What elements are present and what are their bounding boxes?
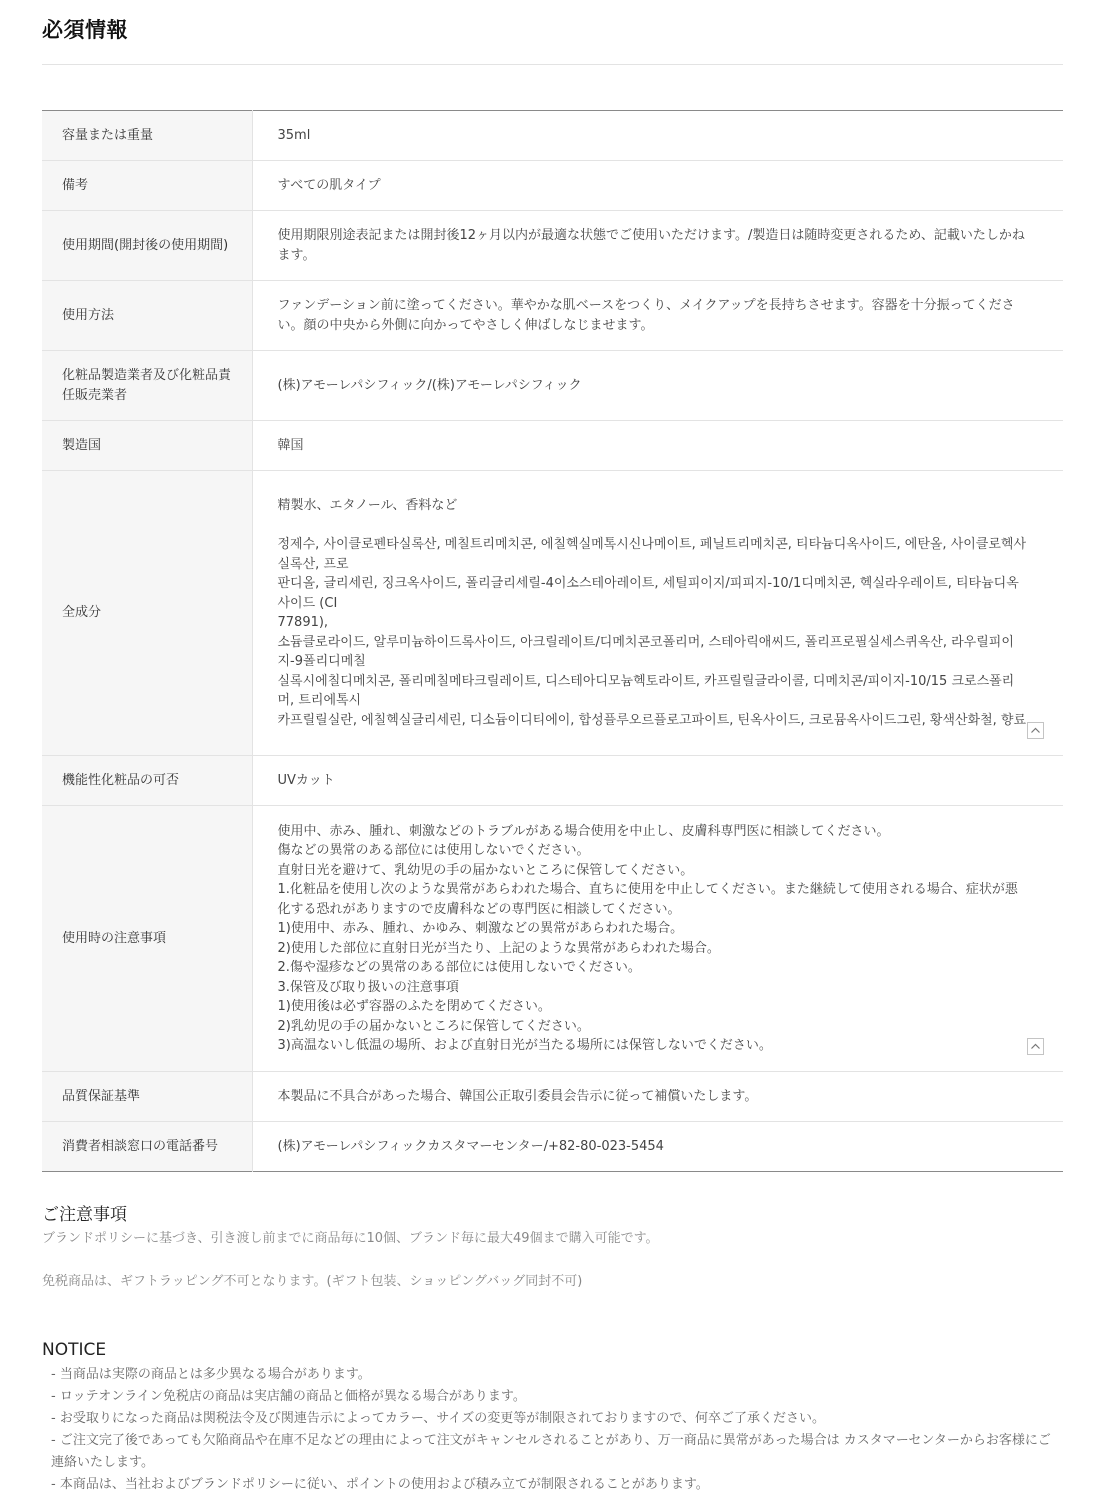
notice-item: - ロッテオンライン免税店の商品は実店舗の商品と価格が異なる場合があります。 — [51, 1389, 526, 1404]
table-row — [42, 421, 1063, 471]
precautions-collapse-button[interactable] — [1027, 1038, 1044, 1055]
row-label-precautions: 使用時の注意事項 — [42, 806, 252, 1072]
row-value-functional: UVカット — [252, 756, 1063, 806]
table-row — [42, 1072, 1063, 1122]
row-label-functional: 機能性化粧品の可否 — [42, 756, 252, 806]
notes-title: ご注意事項 — [42, 1205, 127, 1225]
row-label-usage-period: 使用期間(開封後の使用期間) — [42, 211, 252, 281]
ingredients-collapse-button[interactable] — [1027, 722, 1044, 739]
table-row — [42, 281, 1063, 351]
row-value-how-to-use: ファンデーション前に塗ってください。華やかな肌ベースをつくり、メイクアップを長持ちさせます。容器を十分振ってください。顔の中央から外側に向かってやさしく伸ばしなじませます。 — [252, 281, 1063, 351]
row-value-ingredients-cell — [252, 471, 1063, 756]
row-value-usage-period: 使用期限別途表記または開封後12ヶ月以内が最適な状態でご使用いただけます。/製造日は随時変更されるため、記載いたしかねます。 — [252, 211, 1063, 281]
row-label-manufacturer: 化粧品製造業者及び化粧品責任販売業者 — [42, 351, 252, 421]
row-label-how-to-use: 使用方法 — [42, 281, 252, 351]
notice-item: - 当商品は実際の商品とは多少異なる場合があります。 — [51, 1367, 371, 1382]
notes-line: 免税商品は、ギフトラッピング不可となります。(ギフト包装、ショッピングバッグ同封不可) — [42, 1274, 583, 1289]
row-value-quality: 本製品に不具合があった場合、韓国公正取引委員会告示に従って補償いたします。 — [252, 1072, 1063, 1122]
notice-item: - ご注文完了後であっても欠陥商品や在庫不足などの理由によって注文がキャンセルされることがあり、万一商品に異常があった場合は カスタマーセンターからお客様にご連絡いたします。 — [51, 1433, 1051, 1470]
title-divider — [42, 64, 1063, 65]
page-title: 必須情報 — [42, 18, 128, 42]
chevron-up-icon — [1028, 723, 1043, 738]
row-value-remarks: すべての肌タイプ — [252, 161, 1063, 211]
row-value-ingredients: 精製水、エタノール、香料など 정제수, 사이클로펜타실록산, 메칠트리메치콘, 에칠헥실메톡시신나메이트, 페닐트리메치콘, 티타늄디옥사이드, 에탄올, 사이클로헥사실록산, 프로 판디올, 글리세린, 징크옥사이드, 폴리글리세릴-4이소스테아레이트, 세틸피이지/피피지-10/1디메치콘, 헥실라우레이트, 티타늄디옥사이드 (CI 77891), 소듐클로라이드, 알루미늄하이드록사이드, 아크릴레이트/디메치콘코폴리머, 스테아릭애씨드, 폴리프로필실세스퀴옥산, 라우릴피이지-9폴리디메칠 실록시에칠디메치콘, 폴리메칠메타크릴레이트, 디스테아디모늄헥토라이트, 카프릴릴글라이콜, 디메치콘/피이지-10/15 크로스폴리머, 트리에톡시 카프릴릴실란, 에칠헥실글리세린, 디소듐이디티에이, 합성플루오르플로고파이트, 틴옥사이드, 크로뮴옥사이드그린, 황색산화철, 향료 — [277, 498, 1027, 728]
table-row — [42, 351, 1063, 421]
row-label-quality: 品質保証基準 — [42, 1072, 252, 1122]
notice-item: - 本商品は、当社およびブランドポリシーに従い、ポイントの使用および積み立てが制限されることがあります。 — [51, 1477, 709, 1492]
row-label-capacity: 容量または重量 — [42, 111, 252, 161]
table-row — [42, 211, 1063, 281]
row-value-country: 韓国 — [252, 421, 1063, 471]
notes-line: ブランドポリシーに基づき、引き渡し前までに商品毎に10個、ブランド毎に最大49個まで購入可能です。 — [42, 1231, 659, 1246]
row-value-precautions-cell — [252, 806, 1063, 1072]
notice-item: - お受取りになった商品は関税法令及び関連告示によってカラー、サイズの変更等が制限されておりますので、何卒ご了承ください。 — [51, 1411, 826, 1426]
notice-list — [42, 1364, 1063, 1496]
table-row — [42, 756, 1063, 806]
table-row — [42, 1122, 1063, 1172]
row-value-manufacturer: (株)アモーレパシフィック/(株)アモーレパシフィック — [252, 351, 1063, 421]
row-label-country: 製造国 — [42, 421, 252, 471]
row-label-contact: 消費者相談窓口の電話番号 — [42, 1122, 252, 1172]
table-row — [42, 471, 1063, 756]
row-value-capacity: 35ml — [252, 111, 1063, 161]
row-label-ingredients: 全成分 — [42, 471, 252, 756]
chevron-up-icon — [1028, 1039, 1043, 1054]
table-row — [42, 111, 1063, 161]
row-label-remarks: 備考 — [42, 161, 252, 211]
row-value-precautions: 使用中、赤み、腫れ、刺激などのトラブルがある場合使用を中止し、皮膚科専門医に相談してください。 傷などの異常のある部位には使用しないでください。 直射日光を避けて、乳幼児の手の届かないところに保管してください。 1.化粧品を使用し次のような異常があらわれた場合、直ちに使用を中止してください。また継続して使用される場合、症状が悪化する恐れがありますので皮膚科などの専門医に相談してください。 1)使用中、赤み、腫れ、かゆみ、刺激などの異常があらわれた場合。 2)使用した部位に直射日光が当たり、上記のような異常があらわれた場合。 2.傷や湿疹などの異常のある部位には使用しないでください。 3.保管及び取り扱いの注意事項 1)使用後は必ず容器のふたを閉めてください。 2)乳幼児の手の届かないところに保管してください。 3)高温ないし低温の場所、および直射日光が当たる場所には保管しないでください。 — [277, 823, 1018, 1053]
table-row — [42, 161, 1063, 211]
row-value-contact: (株)アモーレパシフィックカスタマーセンター/+82-80-023-5454 — [277, 1138, 664, 1154]
required-info-table — [42, 110, 1063, 1172]
table-row — [42, 806, 1063, 1072]
notice-title: NOTICE — [42, 1340, 107, 1360]
